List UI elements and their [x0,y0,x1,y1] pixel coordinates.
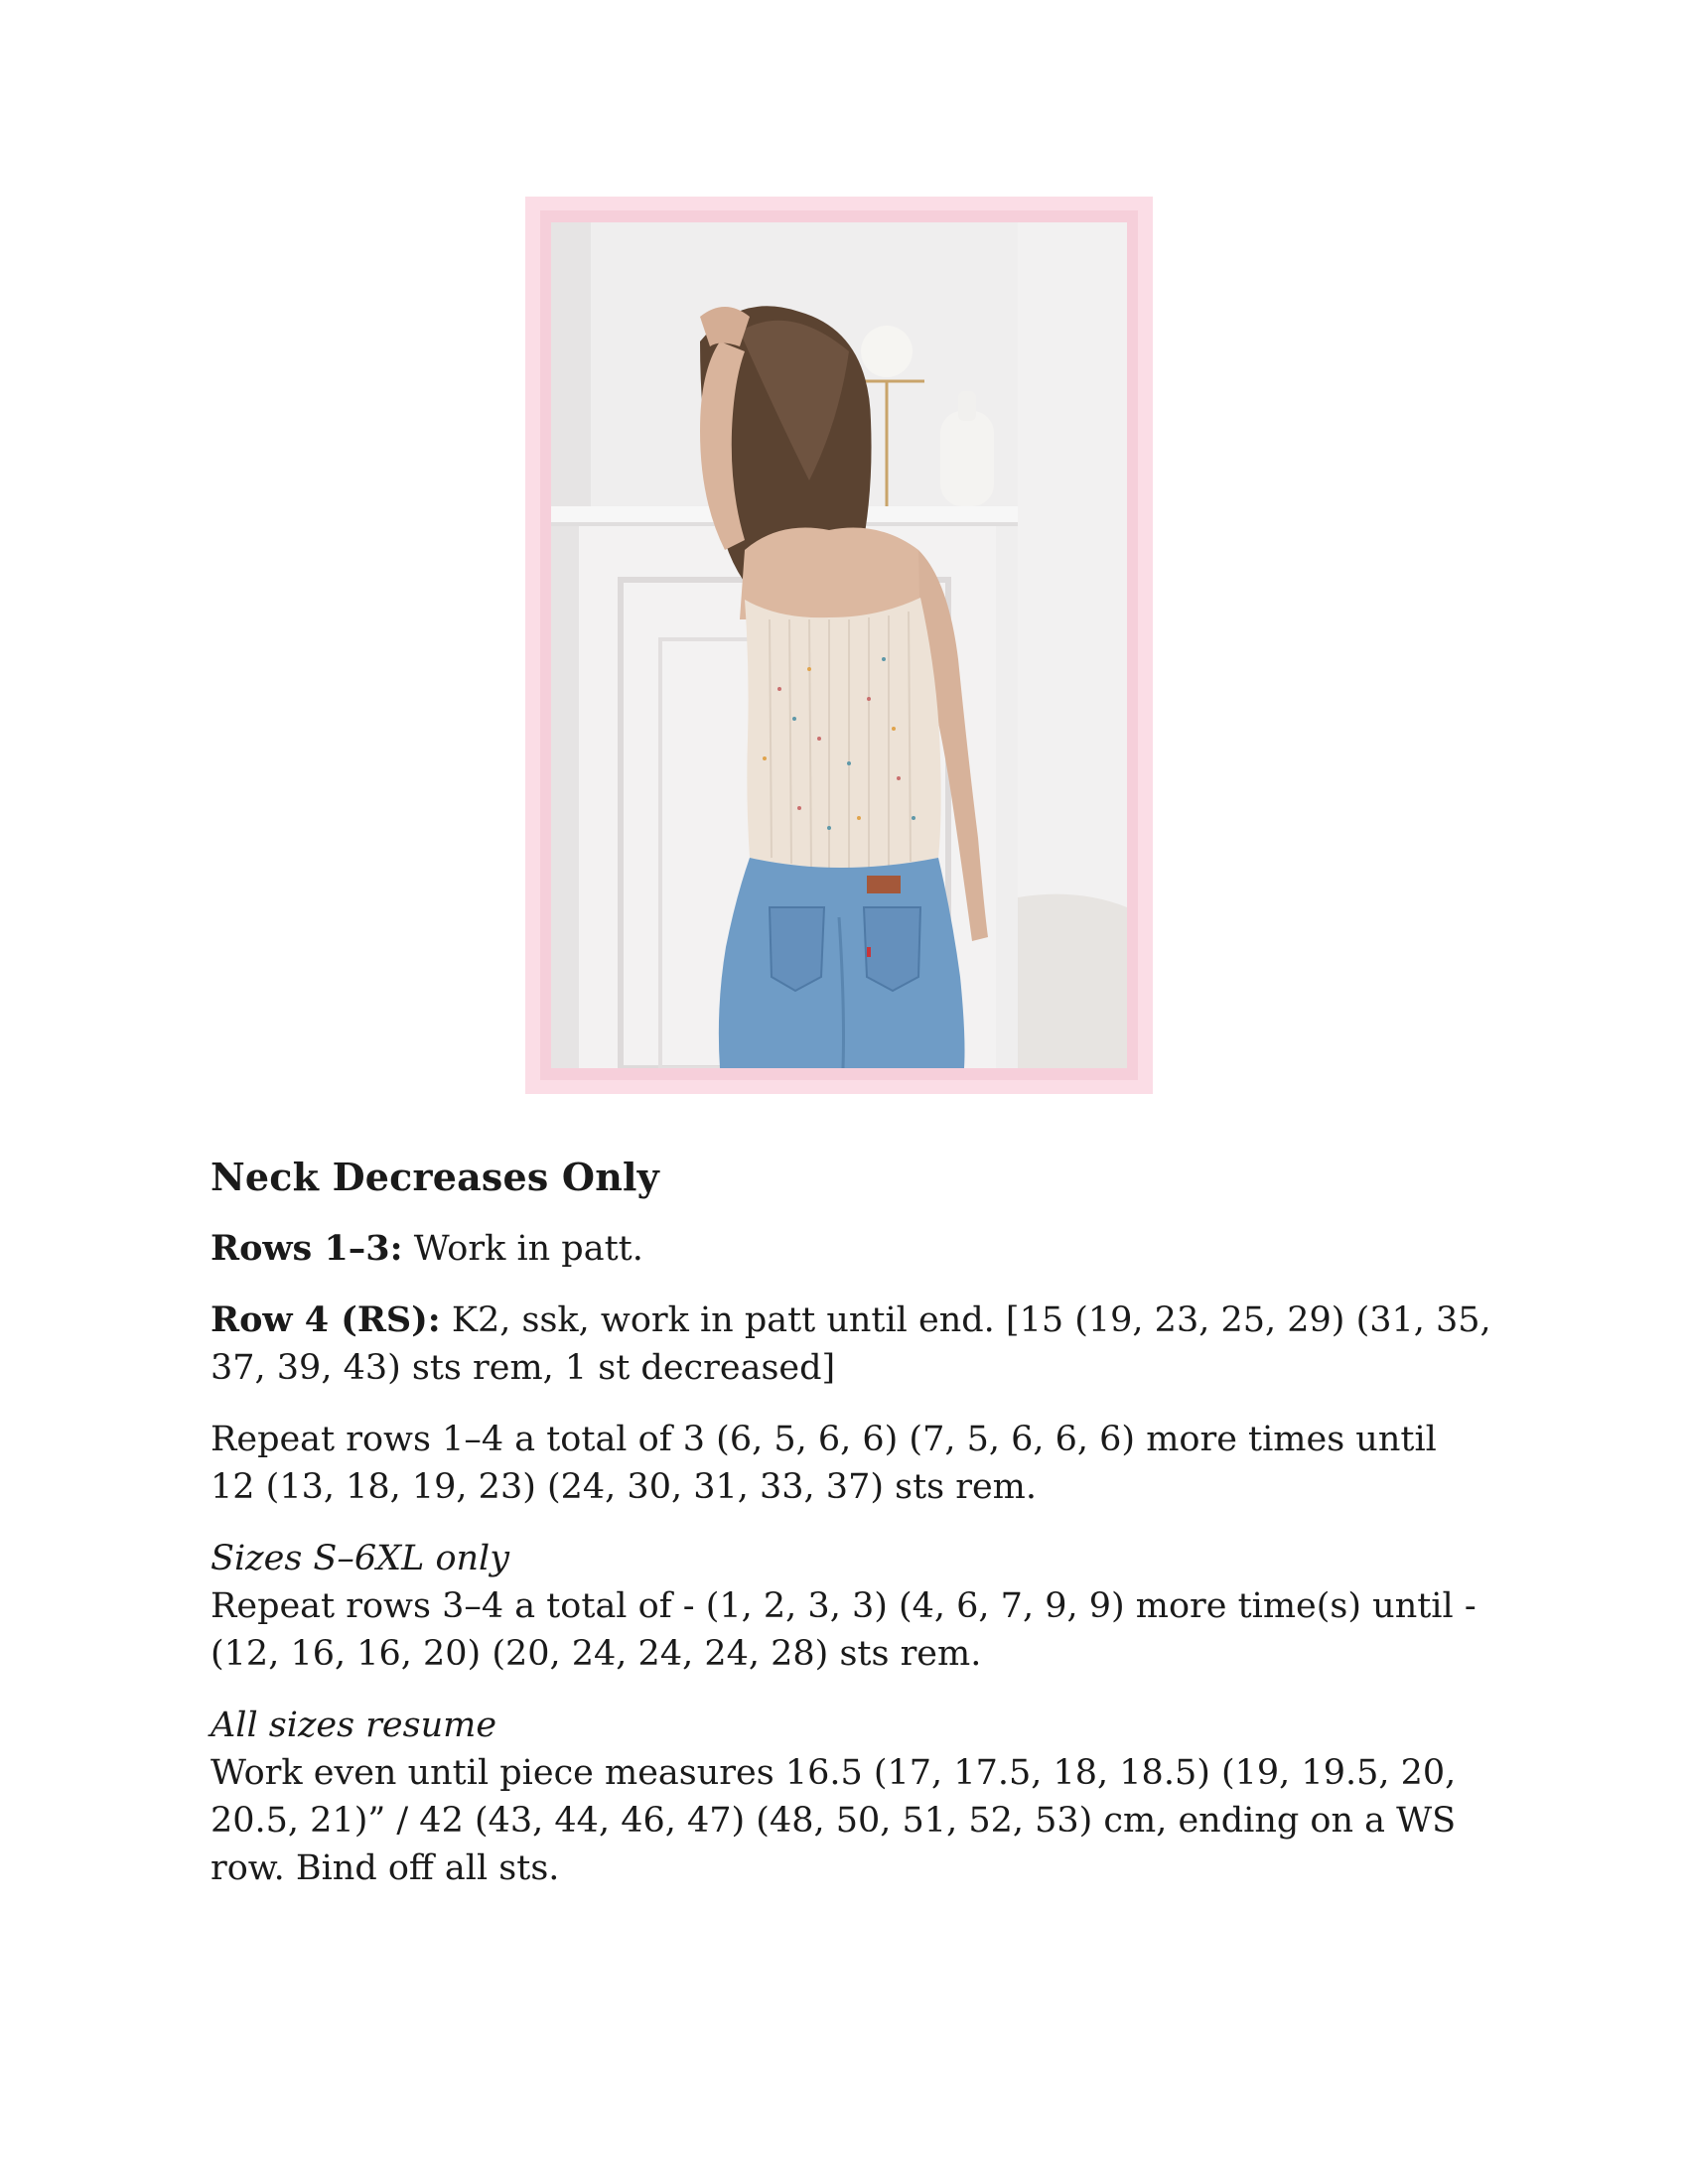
rows-1-3-text: Work in patt. [402,1229,643,1269]
all-sizes-instruction [211,1702,1491,1892]
sizes-s-6xl-instruction [211,1535,1491,1678]
photo-illustration [551,222,1127,1068]
row-4-text: K2, ssk, work in patt until end. [15 (19, 23, 25, 29) (31, 35, 37, 39, 43) sts rem, 1 st decreased] [211,1300,1491,1388]
all-sizes-text: Work even until piece measures 16.5 (17, 17.5, 18, 18.5) (19, 19.5, 20, 20.5, 21)” / 42 (43, 44, 46, 47) (48, 50, 51, 52, 53) cm, ending on a WS row. Bind off all sts. [211,1753,1457,1888]
product-photo [551,222,1127,1068]
repeat-instruction: Repeat rows 1–4 a total of 3 (6, 5, 6, 6) (7, 5, 6, 6, 6) more times until 12 (13, 18, 19, 23) (24, 30, 31, 33, 37) sts rem. [211,1420,1437,1507]
pattern-section [211,1152,1491,1916]
sizes-note: Sizes S–6XL only [211,1539,510,1578]
photo-frame [525,197,1153,1094]
rows-1-3-label: Rows 1–3: [211,1228,403,1269]
sizes-note-text: Repeat rows 3–4 a total of - (1, 2, 3, 3) (4, 6, 7, 9, 9) more time(s) until - (12, 16, 16, 20) (20, 24, 24, 24, 28) sts rem. [211,1586,1477,1674]
row-4-label: Row 4 (RS): [211,1299,441,1340]
section-heading: Neck Decreases Only [211,1155,659,1199]
all-sizes-note: All sizes resume [211,1706,497,1745]
row-4-instruction [211,1297,1491,1392]
rows-1-3-instruction [211,1225,1491,1273]
